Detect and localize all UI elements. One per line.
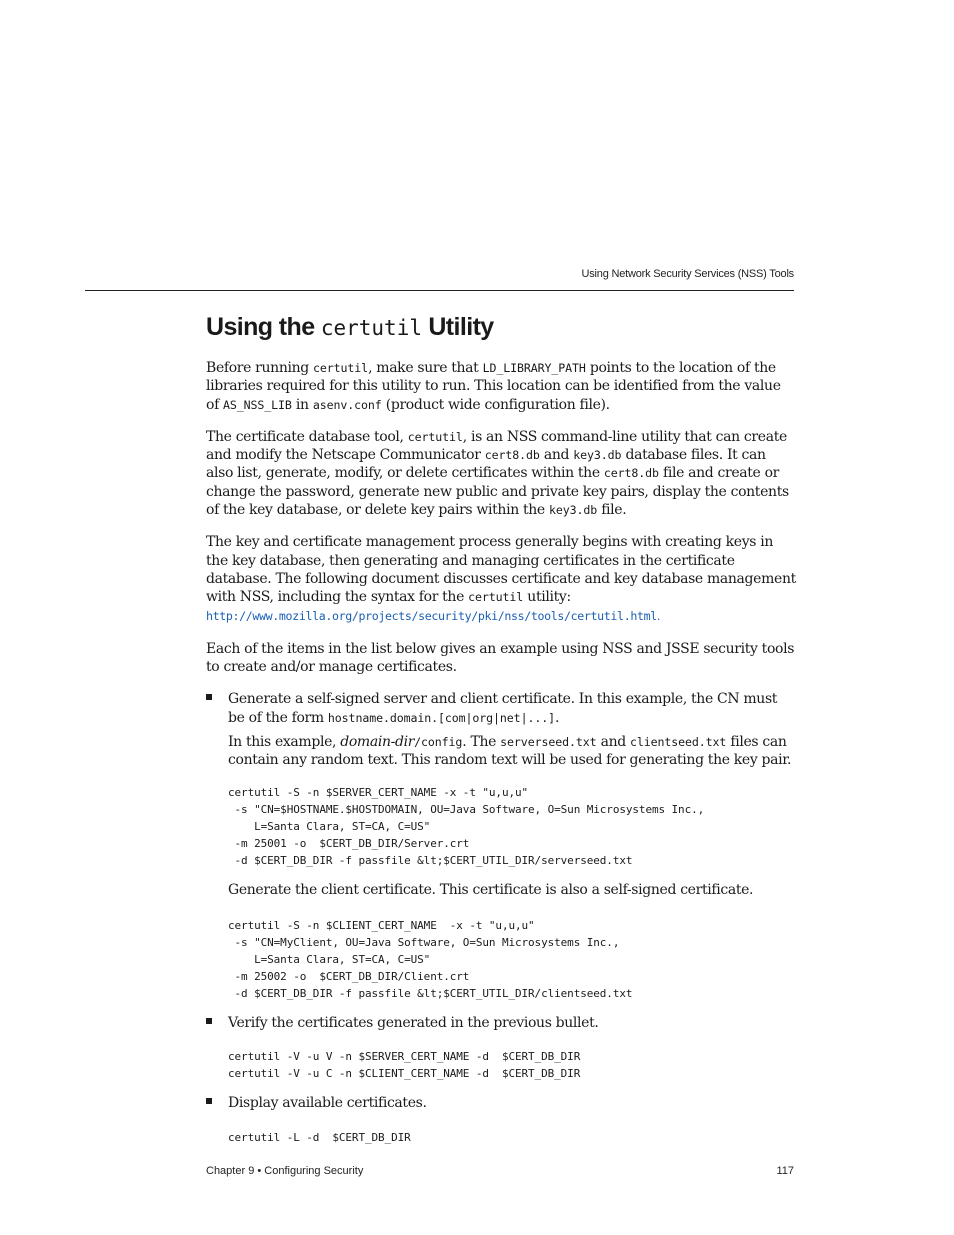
code-block-client-cert: certutil -S -n $CLIENT_CERT_NAME -x -t "u,u,u" -s "CN=MyClient, OU=Java Software, O=Sun Microsystems Inc., L=Santa Clara, ST=CA, C=US" -m 25002 -o $CERT_DB_DIR/Client.crt -d $CERT_DB_DIR -f passfile &lt;$CERT_UTIL_DIR/clientseed.txt [228,918,633,1000]
text: files can contain any random text. This random text will be used for generating the key pair. [228,734,792,769]
heading-suffix: Utility [422,313,494,341]
text: Before running [206,360,314,376]
paragraph-description [206,428,796,519]
text: . [554,709,560,726]
text: . [656,609,660,623]
text: points to the location of the libraries required for this utility to run. This location can be identified from the value of [206,360,781,413]
text: The key and certificate management process generally begins with creating keys in the key database, then generating and managing certificates in the certificate database. The following document discusses certificate and key database management with NSS, including the syntax for the [206,534,796,606]
examples-list-continued [206,1094,796,1112]
text: file and create or change the password, generate new public and private key pairs, display the contents of the key database, or delete key pairs within the [206,465,789,519]
text: and [539,447,574,464]
text: , is an NSS command-line utility that can create and modify the Netscape Communicator [206,428,787,464]
bullet-icon [206,1018,212,1024]
inline-code: cert8.db [603,466,659,481]
paragraph-prerequisites [206,359,796,414]
text: The certificate database tool, [206,428,408,445]
examples-list [206,690,796,769]
paragraph-list-intro: Each of the items in the list below gives an example using NSS and JSSE security tools to create and/or manage certificates. [206,640,795,676]
list-item-text: Verify the certificates generated in the previous bullet. [228,1014,599,1031]
footer-chapter: Chapter 9 • Configuring Security [206,1165,364,1177]
text: and [596,734,630,751]
inline-code: serverseed.txt [500,735,597,750]
inline-code: /config [414,735,463,750]
code-block-list: certutil -L -d $CERT_DB_DIR [228,1130,411,1144]
header-rule [85,290,794,291]
page-content [206,310,796,1158]
text: database files. It can also list, generate, modify, or delete certificates within the [206,447,766,482]
client-cert-text: Generate the client certificate. This certificate is also a self-signed certificate. [228,881,754,898]
inline-code: cert8.db [484,448,540,463]
list-item [206,1094,796,1112]
section-heading [206,310,796,345]
page-number: 117 [776,1165,794,1177]
list-item-text [228,690,796,727]
list-item [206,1014,796,1032]
bullet-icon [206,1098,212,1104]
inline-code: certutil [468,590,524,605]
text: file. [597,502,627,519]
bullet-icon [206,694,212,700]
text: Generate a self-signed server and client certificate. In this example, the CN must be of the form [228,691,778,726]
text: in [291,396,313,413]
text: . The [462,734,501,751]
heading-code: certutil [320,316,422,340]
inline-code: AS_NSS_LIB [223,397,292,412]
inline-code: certutil [407,429,463,444]
code-block-server-cert: certutil -S -n $SERVER_CERT_NAME -x -t "u,u,u" -s "CN=$HOSTNAME.$HOSTDOMAIN, OU=Java Software, O=Sun Microsystems Inc., L=Santa Clara, ST=CA, C=US" -m 25001 -o $CERT_DB_DIR/Server.crt -d $CERT_DB_DIR -f passfile &lt;$CERT_UTIL_DIR/serverseed.txt [228,785,705,867]
inline-code: clientseed.txt [629,735,727,750]
text: , make sure that [368,360,483,376]
inline-code: certutil [313,361,369,375]
running-header: Using Network Security Services (NSS) Tools [581,268,794,280]
inline-code: key3.db [548,503,598,518]
text: (product wide configuration file). [381,396,610,413]
heading-prefix: Using the [206,313,321,341]
inline-code: asenv.conf [312,397,382,412]
code-block-verify: certutil -V -u V -n $SERVER_CERT_NAME -d $CERT_DB_DIR certutil -V -u C -n $CLIENT_CERT_NAME -d $CERT_DB_DIR [228,1050,581,1081]
list-item [206,690,796,769]
text: utility: [523,589,571,606]
inline-code: LD_LIBRARY_PATH [482,361,586,375]
examples-list-continued [206,1014,796,1032]
certutil-doc-link[interactable]: http://www.mozilla.org/projects/security/pki/nss/tools/certutil.html [206,608,657,623]
list-item-subtext [228,733,796,770]
inline-code: key3.db [573,448,622,463]
emphasis: domain-dir [340,734,415,751]
inline-code: hostname.domain.[com|org|net|...] [327,710,555,725]
text: In this example, [228,734,341,751]
paragraph-process [206,533,796,625]
list-item-text: Display available certificates. [228,1095,427,1112]
